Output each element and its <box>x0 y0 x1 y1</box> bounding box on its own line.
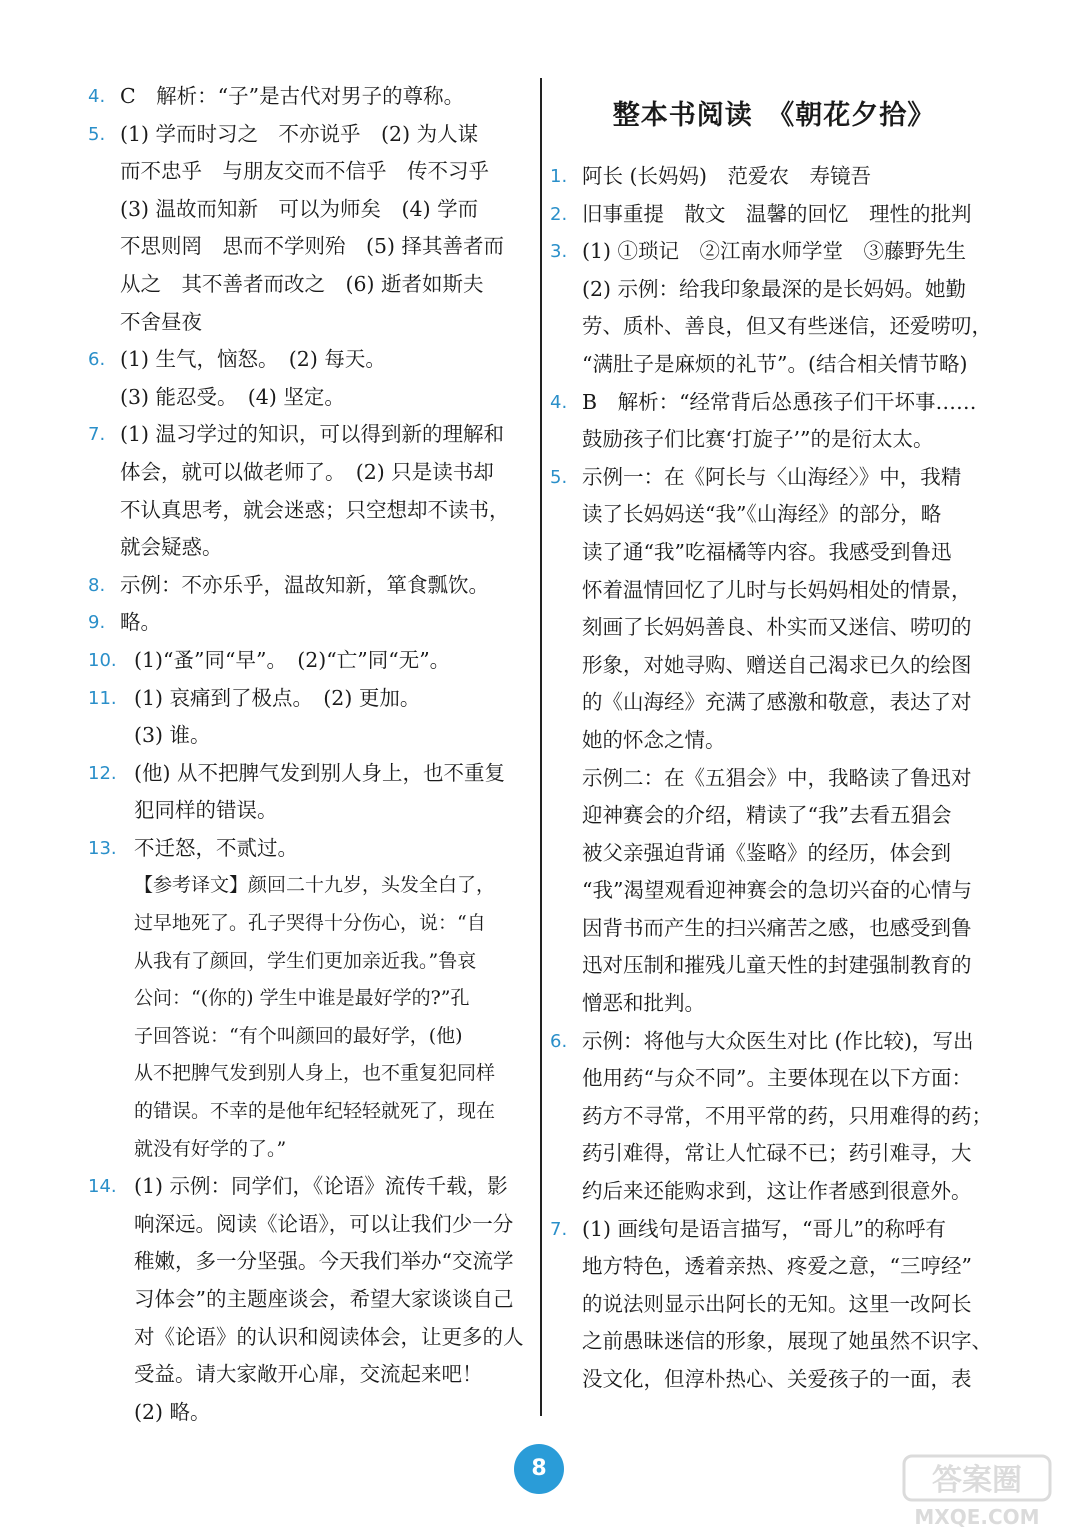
answer-line: (1)“蚤”同“早”。 (2)“亡”同“无”。 <box>134 647 451 672</box>
answer-number: 5. <box>550 466 568 488</box>
translation-line: 从我有了颜回，学生们更加亲近我。”鲁哀 <box>134 949 477 972</box>
translation-line: 【参考译文】颜回二十九岁，头发全白了， <box>134 874 496 897</box>
answer-line: 怀着温情回忆了儿时与长妈妈相处的情景， <box>582 577 972 602</box>
answer-number: 6. <box>550 1030 568 1052</box>
answer-line: (1) 示例：同学们，《论语》流传千载，影 <box>134 1174 508 1199</box>
answer-line: 憎恶和批判。 <box>582 991 705 1016</box>
answer-line: 体会，就可以做老师了。 (2) 只是读书却 <box>120 459 494 484</box>
answer-line: 读了长妈妈送“我”《山海经》的部分，略 <box>582 502 942 527</box>
answer-line: 因背书而产生的扫兴痛苦之感，也感受到鲁 <box>582 915 972 940</box>
answer-number: 2. <box>550 203 568 225</box>
translation-line: 公问：“(你的) 学生中谁是最好学的?”孔 <box>134 987 470 1010</box>
answer-line: 读了通“我”吃福橘等内容。我感受到鲁迅 <box>582 539 952 564</box>
answer-line: 示例二：在《五猖会》中，我略读了鲁迅对 <box>582 765 972 790</box>
answer-line: 的说法则显示出阿长的无知。这里一改阿长 <box>582 1291 972 1316</box>
answer-line: 示例一：在《阿长与〈山海经〉》中，我精 <box>582 464 962 489</box>
answer-line: (他) 从不把脾气发到别人身上，也不重复 <box>134 760 506 785</box>
answer-item <box>550 233 998 383</box>
answer-line: 旧事重提 散文 温馨的回忆 理性的批判 <box>582 201 972 226</box>
answer-line: (1) 画线句是语言描写，“哥儿”的称呼有 <box>582 1216 947 1241</box>
svg-text:答案圈: 答案圈 <box>932 1463 1022 1498</box>
left-column <box>88 78 536 1431</box>
answer-item <box>88 755 536 830</box>
answer-line: 地方特色，透着亲热、疼爱之意，“三哼经” <box>582 1254 972 1279</box>
answer-line: 不舍昼夜 <box>120 309 202 334</box>
answer-line: 习体会”的主题座谈会，希望大家谈谈自己 <box>134 1287 514 1311</box>
answer-item <box>88 78 536 116</box>
answer-item <box>88 680 536 755</box>
answer-line: 形象，对她寻购、赠送自己渴求已久的绘图 <box>582 652 972 677</box>
answer-line: 之前愚昧迷信的形象，展现了她虽然不识字、 <box>582 1329 992 1354</box>
answer-line: 不迁怒，不贰过。 <box>134 835 298 860</box>
answer-number: 12. <box>88 762 117 784</box>
answer-number: 5. <box>88 123 106 145</box>
answer-number: 4. <box>550 391 568 413</box>
answer-number: 9. <box>88 612 106 634</box>
answer-line: 不思则罔 思而不学则殆 (5) 择其善者而 <box>120 234 505 259</box>
answer-number: 3. <box>550 241 568 263</box>
right-column <box>550 78 998 1399</box>
answer-line: 阿长 (长妈妈) 范爱农 寿镜吾 <box>582 164 872 188</box>
answer-line: B 解析：“经常背后怂恿孩子们干坏事…… <box>582 389 977 414</box>
answer-line: “满肚子是麻烦的礼节”。(结合相关情节略) <box>582 351 968 376</box>
translation-line: 从不把脾气发到别人身上，也不重复犯同样 <box>134 1062 496 1085</box>
answer-line: 刻画了长妈妈善良、朴实而又迷信、唠叨的 <box>582 615 972 640</box>
answer-number: 14. <box>88 1176 117 1198</box>
answer-item <box>88 830 536 1168</box>
answer-line: 迎神赛会的介绍，精读了“我”去看五猖会 <box>582 803 952 828</box>
column-divider <box>540 78 542 1416</box>
answer-item <box>88 341 536 416</box>
answer-item <box>88 642 536 680</box>
answer-line: 药方不寻常，不用平常的药，只用难得的药； <box>582 1103 992 1128</box>
answer-line: (1) 生气，恼怒。 (2) 每天。 <box>120 347 386 372</box>
answer-line: 她的怀念之情。 <box>582 727 726 752</box>
svg-text:MXQE.COM: MXQE.COM <box>914 1505 1040 1529</box>
answer-line: 劳、质朴、善良，但又有些迷信，还爱唠叨， <box>582 314 992 339</box>
answer-line: 迅对压制和摧残儿童天性的封建强制教育的 <box>582 953 972 978</box>
answer-line: 鼓励孩子们比赛‘打旋子’”的是衍太太。 <box>582 427 934 452</box>
answer-line: (1) 学而时习之 不亦说乎 (2) 为人谋 <box>120 121 479 146</box>
answer-item <box>550 384 998 459</box>
answer-number: 6. <box>88 349 106 371</box>
answer-line: 的《山海经》充满了感激和敬意，表达了对 <box>582 690 972 715</box>
answer-line: 犯同样的错误。 <box>134 798 278 823</box>
answer-number: 13. <box>88 837 117 859</box>
translation-line: 子回答说：“有个叫颜回的最好学，(他) <box>134 1024 463 1047</box>
answer-line: 他用药“与众不同”。主要体现在以下方面： <box>582 1066 972 1091</box>
answer-line: 示例：不亦乐乎，温故知新，箪食瓢饮。 <box>120 572 489 597</box>
answer-line: (1) 温习学过的知识，可以得到新的理解和 <box>120 422 505 447</box>
translation-line: 的错误。不幸的是他年纪轻轻就死了，现在 <box>134 1100 496 1123</box>
answer-line: “我”渴望观看迎神赛会的急切兴奋的心情与 <box>582 878 972 903</box>
answer-line: (3) 能忍受。 (4) 坚定。 <box>120 384 345 409</box>
answer-line: 不认真思考，就会迷惑；只空想却不读书， <box>120 497 510 522</box>
answer-line: (3) 谁。 <box>134 723 211 748</box>
answer-number: 7. <box>88 424 106 446</box>
answer-line: 受益。请大家敞开心扉，交流起来吧！ <box>134 1362 483 1387</box>
section-title: 整本书阅读 《朝花夕拾》 <box>612 100 936 131</box>
answer-item <box>88 416 536 566</box>
answer-line: (1) 哀痛到了极点。 (2) 更加。 <box>134 685 421 710</box>
answer-number: 11. <box>88 687 117 709</box>
answer-line: 示例：将他与大众医生对比 (作比较)，写出 <box>582 1028 974 1053</box>
answer-number: 10. <box>88 649 117 671</box>
answer-line: C 解析：“子”是古代对男子的尊称。 <box>120 84 465 108</box>
answer-line: 略。 <box>120 610 161 635</box>
answer-line: 稚嫩，多一分坚强。今天我们举办“交流学 <box>134 1249 514 1274</box>
answer-number: 8. <box>88 574 106 596</box>
answer-line: (3) 温故而知新 可以为师矣 (4) 学而 <box>120 196 479 221</box>
answer-line: 药引难得，常让人忙碌不已；药引难寻，大 <box>582 1141 972 1166</box>
answer-line: 对《论语》的认识和阅读体会，让更多的人 <box>134 1324 524 1349</box>
answer-line: 而不忠乎 与朋友交而不信乎 传不习乎 <box>120 159 489 184</box>
translation-line: 过早地死了。孔子哭得十分伤心，说：“自 <box>134 912 486 935</box>
answer-number: 4. <box>88 86 106 107</box>
answer-item <box>88 116 536 342</box>
answer-item <box>550 1211 998 1399</box>
answer-line: 从之 其不善者而改之 (6) 逝者如斯夫 <box>120 271 484 296</box>
watermark-logo <box>902 1452 1052 1530</box>
answer-line: 约后来还能购求到，这让作者感到很意外。 <box>582 1179 972 1204</box>
answer-line: (1) ①琐记 ②江南水师学堂 ③藤野先生 <box>582 239 967 264</box>
answer-item <box>550 459 998 1023</box>
answer-item <box>88 567 536 605</box>
answer-item <box>550 158 998 196</box>
answer-line: 被父亲强迫背诵《鉴略》的经历，体会到 <box>582 840 951 865</box>
answer-item <box>88 604 536 642</box>
answer-line: 就会疑惑。 <box>120 535 223 560</box>
page-number-badge: 8 <box>514 1444 564 1494</box>
answer-item <box>550 1023 998 1211</box>
answer-line: 没文化，但淳朴热心、关爱孩子的一面，表 <box>582 1367 972 1391</box>
translation-line: 就没有好学的了。” <box>134 1137 287 1160</box>
answer-line: 响深远。阅读《论语》，可以让我们少一分 <box>134 1211 514 1236</box>
answer-item <box>88 1168 536 1431</box>
answer-number: 1. <box>550 166 568 187</box>
answer-line: (2) 示例：给我印象最深的是长妈妈。她勤 <box>582 276 967 301</box>
answer-line: (2) 略。 <box>134 1399 211 1424</box>
answer-item <box>550 196 998 234</box>
answer-number: 7. <box>550 1218 568 1240</box>
